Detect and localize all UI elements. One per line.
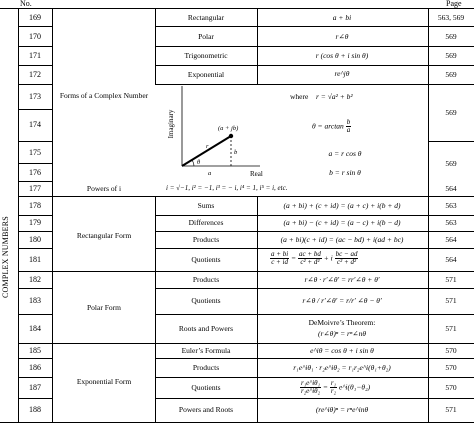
row-number: 188 [29, 405, 41, 414]
row-number: 177 [29, 184, 41, 193]
row-number: 183 [29, 296, 41, 305]
formula-modulus: r = √a² + b² [316, 92, 353, 101]
formula-quotients-polar: r∠θ / r′∠θ′ = r/r′ ∠θ − θ′ [302, 296, 382, 305]
row-number: 170 [29, 32, 41, 41]
sub-label: Quotients [191, 383, 221, 392]
row-number: 173 [29, 92, 41, 101]
formula-imag-part: b = r sin θ [329, 168, 361, 177]
page-ref: 571 [445, 324, 457, 333]
sub-label: Sums [197, 201, 215, 210]
sub-label: Differences [188, 218, 224, 227]
sub-label: Rectangular [187, 13, 225, 22]
page-ref: 570 [445, 383, 457, 392]
page-ref: 569 [445, 108, 457, 117]
page-ref: 571 [445, 405, 457, 414]
x-axis-label: Real [250, 170, 263, 178]
formula-argument: θ = arctan $\frac{b}{a}$ [312, 118, 351, 135]
sub-label: Quotients [191, 296, 221, 305]
side-section-label: COMPLEX NUMBERS [1, 216, 10, 298]
row-number: 172 [29, 70, 41, 79]
formula-sums: (a + bi) + (c + id) = (a + c) + i(b + d) [283, 201, 401, 210]
row-number: 178 [29, 201, 41, 210]
group-label-forms: Forms of a Complex Number [59, 91, 149, 100]
page-ref: 569 [445, 159, 457, 168]
sub-label: Products [192, 235, 220, 244]
row-number: 180 [29, 235, 41, 244]
r-label: r [206, 143, 209, 150]
page-ref: 569 [445, 51, 457, 60]
fraction-b-over-a: $\frac{b}{a}$ [346, 118, 351, 135]
row-number: 171 [29, 51, 41, 60]
theta-label: θ [197, 159, 201, 166]
row-number: 175 [29, 148, 41, 157]
sub-label: Euler’s Formula [181, 346, 231, 355]
formula-products-rect: (a + bi)(c + id) = (ac − bd) + i(ad + bc) [280, 235, 404, 244]
formula-rectangular: a + bi [332, 13, 352, 22]
header-rule [0, 8, 474, 9]
page-ref: 564 [445, 235, 457, 244]
page-ref: 563 [445, 201, 457, 210]
formula-exponential: re^jθ [334, 69, 350, 78]
page-ref: 563, 569 [437, 13, 465, 22]
group-label-polar: Polar Form [87, 303, 121, 312]
row-number: 184 [29, 324, 41, 333]
row-number: 181 [29, 255, 41, 264]
formula-products-exp: r₁e^iθ₁ · r₂e^iθ₂ = r₁r₂e^i(θ₁+θ₂) [293, 363, 391, 372]
a-label: a [208, 170, 212, 177]
formula-differences: (a + bi) − (c + id) = (a − c) + i(b − d) [283, 218, 401, 227]
formula-powers-roots-exp: (re^iθ)ⁿ = rⁿe^inθ [315, 405, 369, 414]
page-ref: 564 [445, 255, 457, 264]
formula-powers-of-i: i = √−1, i² = −1, i³ = − i, i⁴ = 1, i⁵ = i, etc. [166, 184, 288, 192]
point-marker [229, 134, 233, 138]
row-number: 179 [29, 218, 41, 227]
formula-real-part: a = r cos θ [328, 149, 362, 158]
page-ref: 571 [445, 275, 457, 284]
row-number: 185 [29, 346, 41, 355]
header-no-label: No. [20, 0, 32, 8]
formula-products-polar: r∠θ · r′∠θ′ = rr′∠θ + θ′ [304, 275, 380, 284]
where-label: where [290, 92, 309, 101]
group-label-rectangular: Rectangular Form [76, 231, 132, 240]
row-number: 186 [29, 363, 41, 372]
header-page-label: Page [446, 0, 462, 8]
col-rule [257, 196, 258, 422]
row-number: 174 [29, 120, 41, 129]
sub-label: Powers and Roots [178, 405, 234, 414]
row-number: 176 [29, 168, 41, 177]
b-label: b [234, 149, 238, 156]
sub-label: Exponential [187, 70, 225, 79]
row-number: 169 [29, 13, 41, 22]
formula-trigonometric: r (cos θ + i sin θ) [315, 51, 369, 60]
col-rule [52, 8, 53, 422]
sub-label: Products [192, 363, 220, 372]
demoivre-title: DeMoivre’s Theorem: [308, 318, 376, 327]
formula-quotients-exp: $\frac{\text{r₁e\textasciicircum{}iθ₁}}{\text{r₂e\textasciicircum{}iθ₂}}$ = $\frac{\text{r₁}}{\text{r₂}}$ e^i(θ₁−θ₂) [301, 379, 371, 396]
formula-polar: r∠θ [335, 32, 349, 41]
group-label-powers: Powers of i [86, 184, 122, 193]
sub-label: Polar [198, 32, 214, 41]
formula-quotients-rect: $\frac{a + bi}{c + id}$ = $\frac{ac + bd}{\text{c² + d²}}$ + i $\frac{bc - ad}{\text{c² + d²}}$ [271, 250, 358, 267]
row-number: 187 [29, 383, 41, 392]
col-rule [155, 196, 156, 422]
argand-diagram [160, 84, 280, 184]
sub-label: Quotients [191, 255, 221, 264]
group-label-exponential: Exponential Form [76, 377, 132, 386]
point-label: (a + jb) [218, 125, 239, 132]
page-ref: 569 [445, 32, 457, 41]
page-ref: 569 [445, 70, 457, 79]
sub-label: Trigonometric [184, 51, 228, 60]
y-axis-label: Imaginary [167, 109, 175, 139]
row-number: 182 [29, 275, 41, 284]
formula-euler: e^iθ = cos θ + i sin θ [310, 346, 374, 355]
page-ref: 564 [445, 184, 457, 193]
sub-label: Products [192, 275, 220, 284]
sub-label: Roots and Powers [178, 324, 234, 333]
formula-demoivre: (r∠θ)ⁿ = rⁿ∠nθ [317, 329, 367, 338]
angle-arc [192, 160, 194, 166]
page-ref: 563 [445, 218, 457, 227]
vector-r-line [182, 136, 231, 166]
page-ref: 570 [445, 363, 457, 372]
page-ref: 570 [445, 346, 457, 355]
page-ref: 571 [445, 296, 457, 305]
